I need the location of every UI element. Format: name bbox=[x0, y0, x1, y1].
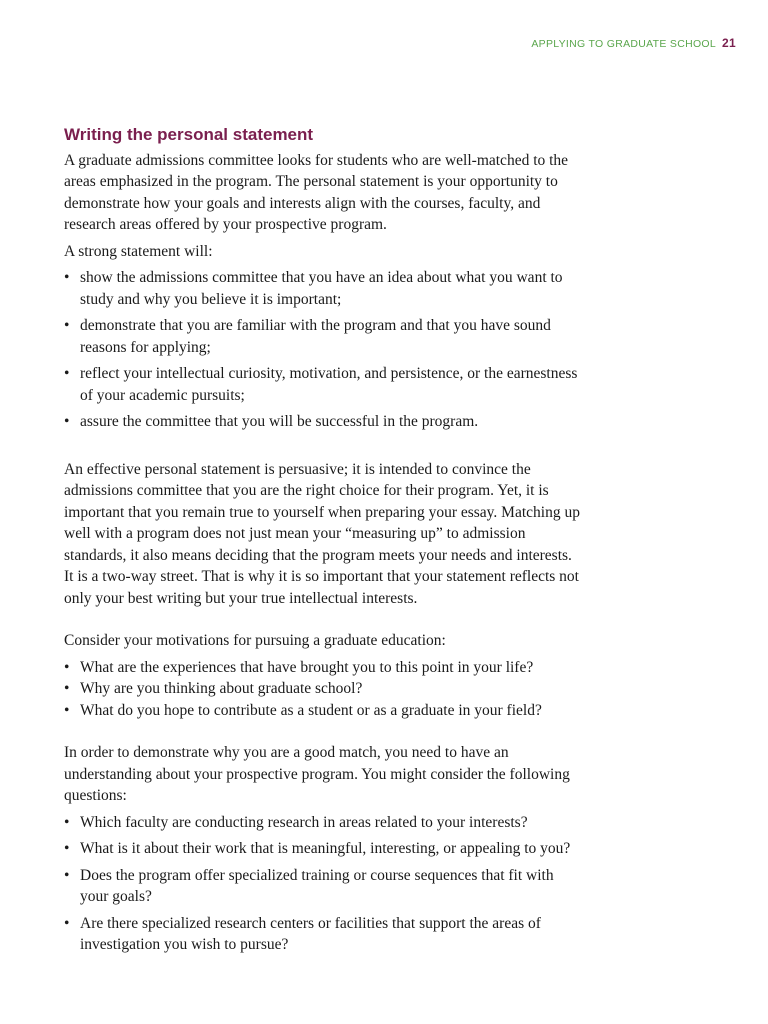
running-title: APPLYING TO GRADUATE SCHOOL bbox=[531, 38, 717, 50]
list-item: • reflect your intellectual curiosity, motivation, and persistence, or the earnestness of your academic pursuits; bbox=[64, 363, 584, 406]
list-item: • show the admissions committee that you have an idea about what you want to study and why you believe it is important; bbox=[64, 267, 584, 310]
page-number: 21 bbox=[722, 36, 736, 50]
intro-paragraph: A graduate admissions committee looks for students who are well-matched to the areas emphasized in the program. The personal statement is your opportunity to demonstrate how your goals and interests align with the courses, faculty, and research areas offered by your prospective program. bbox=[64, 151, 569, 233]
list-item: • Does the program offer specialized training or course sequences that fit with your goals? bbox=[64, 865, 584, 908]
list-item: • Why are you thinking about graduate school? bbox=[64, 678, 584, 700]
list-item: • demonstrate that you are familiar with the program and that you have sound reasons for applying; bbox=[64, 315, 584, 358]
list-item: • Are there specialized research centers or facilities that support the areas of investigation you wish to pursue? bbox=[64, 913, 584, 956]
list-item: • assure the committee that you will be successful in the program. bbox=[64, 411, 584, 433]
list-item: • What is it about their work that is meaningful, interesting, or appealing to you? bbox=[64, 838, 584, 860]
list-item: • What are the experiences that have brought you to this point in your life? bbox=[64, 657, 584, 679]
strong-statement-lead: A strong statement will: bbox=[64, 242, 213, 260]
strong-statement-list bbox=[64, 267, 584, 433]
motivations-list bbox=[64, 657, 584, 722]
good-match-paragraph: In order to demonstrate why you are a good match, you need to have an understanding about your prospective program. You might consider the following questions: bbox=[64, 744, 570, 804]
page-content bbox=[64, 124, 584, 961]
running-header bbox=[531, 36, 736, 50]
list-item: • Which faculty are conducting research in areas related to your interests? bbox=[64, 812, 584, 834]
program-questions-list bbox=[64, 812, 584, 956]
effective-statement-paragraph: An effective personal statement is persuasive; it is intended to convince the admissions committee that you are the right choice for their program. Yet, it is important that you remain true to yourself when preparing your essay. Matching up well with a program does not just mean your “measuring up” to admission standards, it also means deciding that the program meets your needs and interests. It is a two-way street. That is why it is so important that your statement reflects not only your best writing but your true intellectual interests. bbox=[64, 460, 580, 607]
motivations-lead: Consider your motivations for pursuing a graduate education: bbox=[64, 632, 446, 649]
list-item: • What do you hope to contribute as a student or as a graduate in your field? bbox=[64, 700, 584, 722]
section-title: Writing the personal statement bbox=[64, 125, 314, 144]
